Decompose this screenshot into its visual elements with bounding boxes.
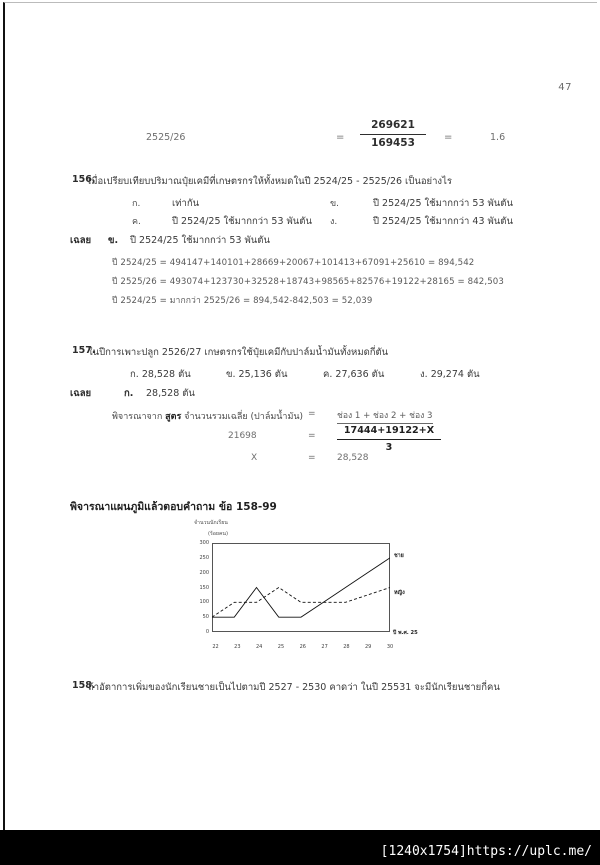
formula-fraction — [337, 424, 441, 455]
q156-option-key-d: ง. — [330, 217, 338, 227]
chart-ytick-100: 100 — [199, 599, 209, 606]
formula-lead-suffix: จำนวนรวมเฉลี่ย (ปาล์มน้ำมัน) — [181, 412, 304, 422]
q157-option-key-a: ก. — [130, 369, 139, 380]
top-calc-equals-1: = — [336, 132, 345, 143]
q157-stem: ในปีการเพาะปลูก 2526/27 เกษตรกรใช้ปุ๋ยเคมีกับปาล์มน้ำมันทั้งหมดกี่ตัน — [88, 347, 389, 358]
formula-lead-bold: สูตร — [165, 412, 182, 422]
page-number: 47 — [558, 82, 572, 93]
q156-stem: เมื่อเปรียบเทียบปริมาณปุ๋ยเคมีที่เกษตรกรให้ทั้งหมดในปี 2524/25 - 2525/26 เป็นอย่างไร — [88, 176, 452, 187]
footer-watermark-text: [1240x1754]https://uplc.me/ — [380, 844, 592, 859]
chart-xtick-30: 30 — [386, 644, 394, 650]
q156-option-text-d: ปี 2524/25 ใช้มากกว่า 43 พันตัน — [373, 216, 513, 227]
q157-option-b — [226, 367, 287, 382]
top-calc-equals-2: = — [444, 132, 453, 143]
chart-ytick-250: 250 — [199, 554, 209, 561]
chart-ytick-200: 200 — [199, 569, 209, 576]
q157-option-text-c: 27,636 ตัน — [335, 369, 385, 380]
q157-answer-key: ก. — [124, 388, 134, 399]
q157-option-c — [323, 367, 384, 382]
chart-section-heading: พิจารณาแผนภูมิแล้วตอบคำถาม ข้อ 158-99 — [70, 501, 277, 513]
chart-line-female — [212, 588, 390, 618]
chart-xtick-25: 25 — [277, 644, 285, 650]
formula-denominator: 3 — [385, 442, 393, 453]
chart-y-axis-title: จำนวนนักเรียน — [194, 520, 228, 526]
q158-number: 158. — [72, 680, 96, 691]
q156-option-text-b: ปี 2524/25 ใช้มากกว่า 53 พันตัน — [373, 198, 513, 209]
q157-number: 157. — [72, 345, 96, 356]
q157-option-key-b: ข. — [226, 369, 236, 380]
chart-series-label-female: หญิง — [394, 590, 405, 596]
chart-xtick-26: 26 — [299, 644, 306, 650]
q157-option-key-c: ค. — [323, 369, 333, 380]
chart-line-male — [212, 558, 390, 617]
chart-xtick-22: 22 — [212, 644, 219, 650]
q156-option-text-c: ปี 2524/25 ใช้มากกว่า 53 พันตัน — [172, 216, 312, 227]
q156-answer-key: ข. — [108, 235, 119, 246]
formula-top-expression: ช่อง 1 + ช่อง 2 + ช่อง 3 — [337, 408, 433, 424]
top-calc-result: 1.6 — [490, 132, 506, 143]
q157-formula-lead — [112, 409, 303, 423]
chart-series-svg — [212, 543, 390, 632]
top-calc-label: 2525/26 — [146, 132, 186, 143]
q156-option-key-a: ก. — [132, 199, 141, 209]
q157-option-text-b: 25,136 ตัน — [238, 369, 288, 380]
chart-ytick-150: 150 — [199, 584, 209, 591]
student-count-line-chart — [186, 519, 438, 669]
q157-answer-label: เฉลย — [70, 388, 92, 399]
q157-option-key-d: ง. — [420, 369, 428, 380]
question-156 — [0, 174, 600, 324]
q156-number: 156. — [72, 174, 96, 185]
formula-value-1: 21698 — [228, 431, 257, 441]
q156-option-key-b: ข. — [330, 199, 340, 209]
q156-answer-text: ปี 2524/25 ใช้มากกว่า 53 พันตัน — [130, 235, 270, 246]
question-158 — [0, 680, 600, 704]
q156-work-line-1: ปี 2524/25 = 494147+140101+28669+20067+101413+67091+25610 = 894,542 — [112, 258, 475, 268]
chart-xtick-24: 24 — [255, 644, 263, 650]
formula-lead-prefix: พิจารณาจาก — [112, 412, 166, 422]
q156-option-key-c: ค. — [132, 217, 141, 227]
q156-answer-label: เฉลย — [70, 235, 92, 246]
q157-option-text-d: 29,274 ตัน — [430, 369, 480, 380]
footer-bar — [0, 830, 600, 865]
chart-ytick-0: 0 — [205, 629, 209, 635]
q157-answer-text: 28,528 ตัน — [146, 388, 195, 399]
chart-series-label-male: ชาย — [394, 553, 404, 559]
chart-xtick-29: 29 — [365, 644, 372, 650]
q157-formula-block — [0, 409, 600, 471]
chart-xtick-23: 23 — [234, 644, 241, 650]
formula-numerator: 17444+19122+X — [343, 425, 435, 436]
q156-work-line-3: ปี 2524/25 = มากกว่า 2525/26 = 894,542-842,503 = 52,039 — [112, 296, 373, 306]
chart-xtick-28: 28 — [343, 644, 350, 650]
q156-work-line-2: ปี 2525/26 = 493074+123730+32528+18743+98565+82576+19122+28165 = 842,503 — [112, 277, 504, 287]
top-calc-denominator: 169453 — [371, 137, 415, 149]
formula-equals-3: = — [308, 453, 316, 463]
formula-equals-1: = — [308, 409, 316, 419]
fraction-bar — [360, 134, 426, 135]
q157-option-d — [420, 367, 480, 382]
q158-stem: ถ้าอัตาการเพิ่มของนักเรียนชายเป็นไปตามปี 2527 - 2530 คาดว่า ในปี 25531 จะมีนักเรียนชายกี่คน — [88, 682, 500, 693]
chart-x-axis-title: ปี พ.ศ. 25 — [393, 630, 418, 636]
top-calc-numerator: 269621 — [371, 119, 415, 131]
top-calc-fraction — [360, 118, 426, 151]
chart-xtick-27: 27 — [321, 644, 328, 650]
chart-y-axis-unit: (ร้อยคน) — [208, 531, 229, 537]
chart-plot-area — [199, 540, 394, 650]
formula-equals-2: = — [308, 431, 316, 441]
question-157 — [0, 345, 600, 475]
formula-unknown: X — [251, 453, 258, 463]
chart-ytick-50: 50 — [202, 614, 209, 621]
q156-option-text-a: เท่ากัน — [172, 198, 200, 209]
q157-option-text-a: 28,528 ตัน — [141, 369, 191, 380]
chart-ytick-300: 300 — [199, 540, 209, 546]
q157-option-a — [130, 367, 191, 382]
top-calculation-row — [0, 118, 600, 164]
formula-result: 28,528 — [337, 453, 369, 463]
formula-fraction-bar — [337, 439, 441, 440]
